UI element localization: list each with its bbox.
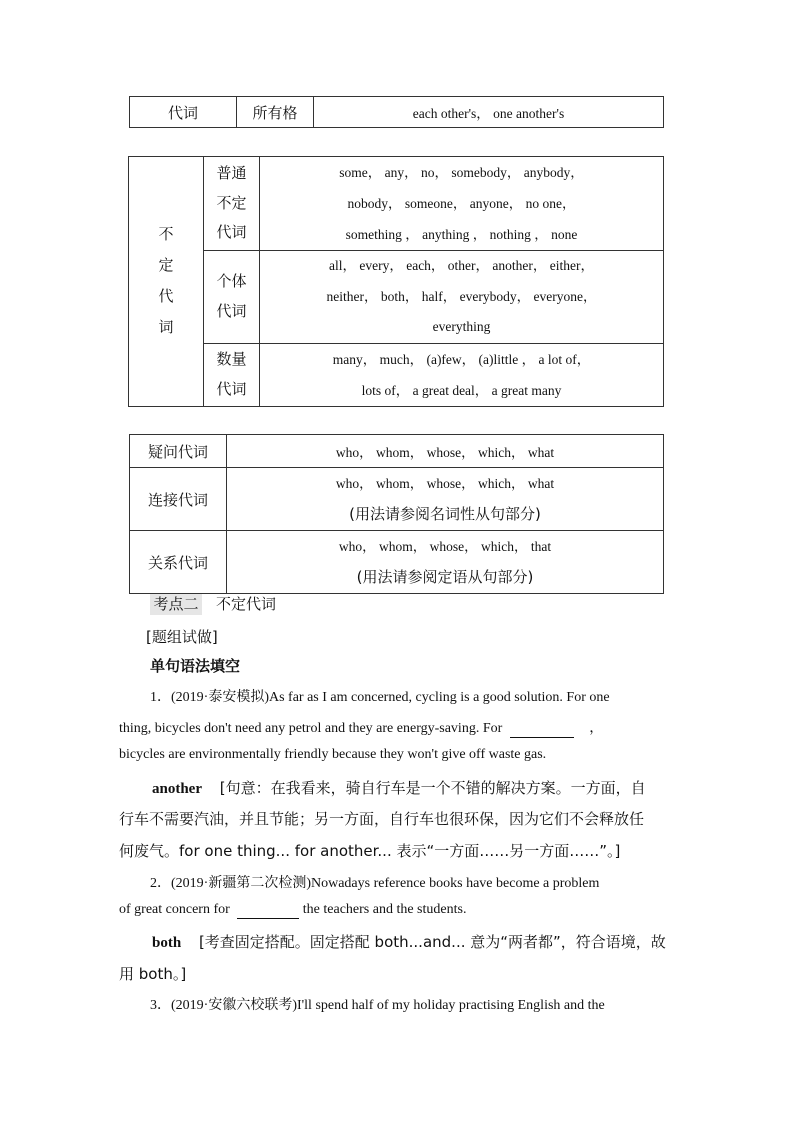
indefinite-pronoun-category (129, 157, 204, 407)
conjunctive-pronoun-label: 连接代词 (130, 468, 227, 531)
category-char: 词 (158, 318, 174, 337)
quantity-pronoun-examples: many， much， (a)few， (a)little ， a lot of， lots of， a great deal， a great many (260, 343, 664, 406)
examples-cell: each other's， one another's (314, 97, 664, 128)
question-2-line-1: 2．(2019·新疆第二次检测)Nowadays reference books have become a problem (150, 876, 600, 891)
answer-blank (237, 902, 299, 919)
answer-blank (510, 721, 574, 738)
interrogative-pronoun-examples: who， whom， whose， which， what (227, 435, 664, 468)
answer-word: both (152, 935, 182, 951)
relative-pronoun-examples: who， whom， whose， which， that (用法请参阅定语从句部分) (227, 531, 664, 594)
indefinite-pronoun-table (128, 156, 664, 407)
answer-1-line-1: another [句意：在我看来，骑自行车是一个不错的解决方案。一方面，自 (152, 779, 646, 797)
answer-2-line-2: 用 both。] (119, 965, 187, 983)
question-1-line-3: bicycles are environmentally friendly because they won't give off waste gas. (119, 747, 547, 762)
subcategory-cell: 所有格 (237, 97, 314, 128)
practice-heading: [题组试做] (146, 628, 218, 646)
category-char: 代 (158, 287, 174, 306)
exercise-title: 单句语法填空 (150, 657, 241, 675)
quantity-pronoun-label: 数量 代词 (204, 343, 260, 406)
pronoun-possessive-table (129, 96, 664, 128)
category-char: 定 (158, 256, 174, 275)
common-indefinite-label: 普通 不定 代词 (204, 157, 260, 251)
relative-pronoun-label: 关系代词 (130, 531, 227, 594)
answer-1-line-3: 何废气。for one thing... for another... 表示“一方面……另一方面……”。] (119, 842, 621, 860)
category-cell: 代词 (130, 97, 237, 128)
answer-1-line-2: 行车不需要汽油，并且节能；另一方面，自行车也很环保，因为它们不会释放任 (119, 810, 645, 828)
interrogative-conjunctive-relative-table (129, 434, 664, 594)
section-label: 考点二 (150, 594, 202, 615)
section-title: 不定代词 (216, 595, 277, 613)
question-1-line-1: 1．(2019·泰安模拟)As far as I am concerned, cycling is a good solution. For one (150, 690, 610, 705)
question-1-line-2: thing, bicycles don't need any petrol and they are energy-saving. For ， (119, 721, 604, 736)
common-indefinite-examples: some， any， no， somebody， anybody， nobody， someone， anyone， no one， something ， anything ， nothing ， none (260, 157, 664, 251)
category-char: 不 (158, 225, 174, 244)
answer-2-line-1: both [考查固定搭配。固定搭配 both...and... 意为“两者都”，符合语境，故 (152, 933, 666, 951)
interrogative-pronoun-label: 疑问代词 (130, 435, 227, 468)
answer-word: another (152, 781, 202, 797)
individual-pronoun-examples: all， every， each， other， another， either， neither， both， half， everybody， everyone， everything (260, 251, 664, 344)
question-2-line-2: of great concern for the teachers and the students. (119, 902, 467, 917)
individual-pronoun-label: 个体 代词 (204, 251, 260, 344)
question-3-line-1: 3．(2019·安徽六校联考)I'll spend half of my holiday practising English and the (150, 998, 605, 1013)
conjunctive-pronoun-examples: who， whom， whose， which， what (用法请参阅名词性从句部分) (227, 468, 664, 531)
